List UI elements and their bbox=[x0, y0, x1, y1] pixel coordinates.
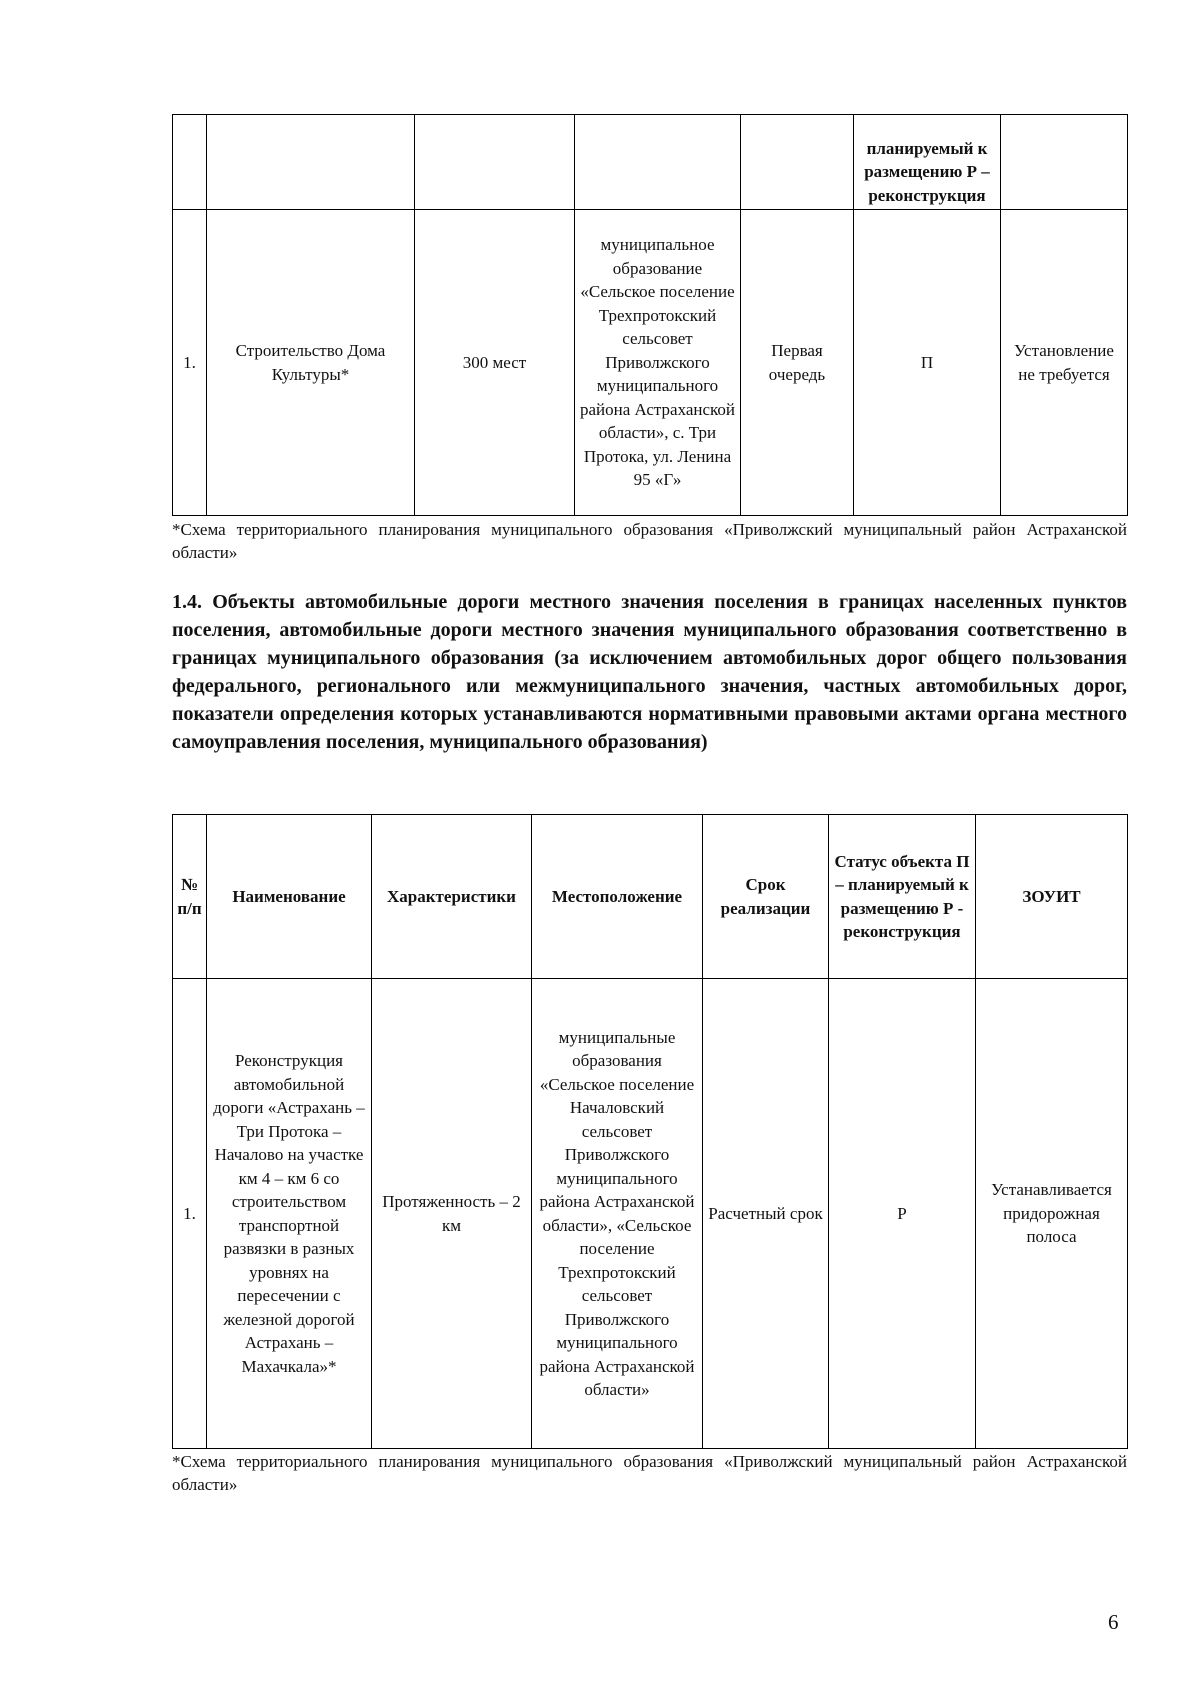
table-header-row bbox=[173, 815, 1128, 979]
page-number: 6 bbox=[1108, 1610, 1119, 1634]
object-status: П bbox=[854, 210, 1001, 516]
object-characteristics: Протяженность – 2 км bbox=[372, 979, 532, 1449]
header-cell bbox=[415, 115, 575, 210]
header-cell-characteristics: Характеристики bbox=[372, 815, 532, 979]
zouit-value: Устанавливается придорожная полоса bbox=[976, 979, 1128, 1449]
header-cell-location: Местоположение bbox=[532, 815, 703, 979]
objects-table-continued bbox=[172, 114, 1128, 516]
table-header-row bbox=[173, 115, 1128, 210]
row-number: 1. bbox=[173, 979, 207, 1449]
table-row bbox=[173, 979, 1128, 1449]
header-cell bbox=[741, 115, 854, 210]
object-status: Р bbox=[829, 979, 976, 1449]
footnote: *Схема территориального планирования муниципального образования «Приволжский муниципальный район Астраханской области» bbox=[172, 1452, 1127, 1494]
header-cell-number: № п/п bbox=[173, 815, 207, 979]
header-cell-name: Наименование bbox=[207, 815, 372, 979]
header-cell-status: Статус объекта П – планируемый к размещению Р - реконструкция bbox=[829, 815, 976, 979]
object-location: муниципальное образование «Сельское поселение Трехпротокский сельсовет Приволжского муниципального района Астраханской области», с. Три Протока, ул. Ленина 95 «Г» bbox=[575, 210, 741, 516]
object-location: муниципальные образования «Сельское поселение Началовский сельсовет Приволжского муниципального района Астраханской области», «Сельское поселение Трехпротокский сельсовет Приволжского муниципального района Астраханской области» bbox=[532, 979, 703, 1449]
header-cell bbox=[1001, 115, 1128, 210]
implementation-term: Расчетный срок bbox=[703, 979, 829, 1449]
object-name: Строительство Дома Культуры* bbox=[207, 210, 415, 516]
footnote: *Схема территориального планирования муниципального образования «Приволжский муниципальный район Астраханской области» bbox=[172, 520, 1127, 562]
row-number: 1. bbox=[173, 210, 207, 516]
status-header-cell: планируемый к размещению Р – реконструкция bbox=[854, 115, 1001, 210]
zouit-value: Установление не требуется bbox=[1001, 210, 1128, 516]
roads-table bbox=[172, 814, 1128, 1449]
object-name: Реконструкция автомобильной дороги «Астрахань – Три Протока – Началово на участке км 4 – км 6 со строительством транспортной развязки в разных уровнях на пересечении с железной дорогой Астрахань – Махачкала»* bbox=[207, 979, 372, 1449]
implementation-term: Первая очередь bbox=[741, 210, 854, 516]
header-cell bbox=[207, 115, 415, 210]
header-cell-zouit: ЗОУИТ bbox=[976, 815, 1128, 979]
table-row bbox=[173, 210, 1128, 516]
header-cell-term: Срок реализации bbox=[703, 815, 829, 979]
header-cell bbox=[575, 115, 741, 210]
header-cell bbox=[173, 115, 207, 210]
section-heading: 1.4. Объекты автомобильные дороги местного значения поселения в границах населенных пунктов поселения, автомобильные дороги местного значения муниципального образования соответственно в границах муниципального образования (за исключением автомобильных дорог общего пользования федерального, регионального или межмуниципального значения, частных автомобильных дорог, показатели определения которых устанавливаются нормативными правовыми актами органа местного самоуправления поселения, муниципального образования) bbox=[172, 591, 1127, 753]
object-characteristics: 300 мест bbox=[415, 210, 575, 516]
